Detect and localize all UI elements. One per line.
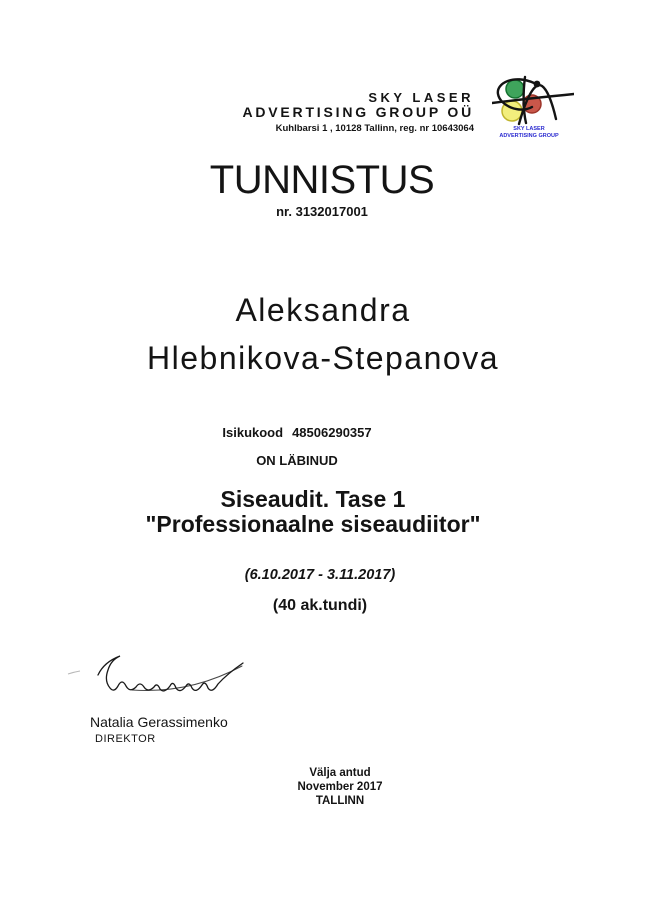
personal-id-line: [0, 425, 623, 440]
recipient-first-name: Aleksandra: [235, 292, 411, 328]
company-address: Kuhlbarsi 1 , 10128 Tallinn, reg. nr 10643064: [275, 123, 474, 134]
certificate-title: TUNNISTUS: [209, 158, 435, 202]
issue-date: November 2017: [297, 781, 383, 793]
company-name-line1: SKY LASER: [368, 90, 474, 105]
logo-caption-line2: ADVERTISING GROUP: [499, 133, 559, 139]
company-header: [0, 91, 474, 135]
course-title-line2: "Professionaalne siseaudiitor": [145, 510, 481, 537]
issue-block: [14, 766, 652, 808]
company-logo-icon: [492, 72, 574, 142]
signatory-role: DIREKTOR: [95, 733, 156, 745]
completion-statement: ON LÄBINUD: [256, 453, 338, 468]
company-name-line2: ADVERTISING GROUP OÜ: [242, 104, 474, 120]
issue-label: Välja antud: [309, 767, 371, 779]
recipient-last-name: Hlebnikova-Stepanova: [147, 340, 499, 376]
logo-caption-line1: SKY LASER: [513, 126, 545, 132]
certificate-number: nr. 3132017001: [276, 204, 368, 219]
personal-id-value: 48506290357: [292, 425, 372, 440]
course-title: [0, 487, 639, 536]
issue-place: TALLINN: [315, 795, 365, 807]
signature-stroke: [98, 656, 243, 691]
signatory-name: Natalia Gerassimenko: [90, 714, 228, 730]
course-duration: (40 ak.tundi): [272, 597, 368, 614]
course-date-range: (6.10.2017 - 3.11.2017): [244, 567, 396, 583]
personal-id-label: Isikukood: [222, 425, 284, 440]
logo-green-circle: [506, 80, 524, 98]
signature-handwriting: [60, 648, 260, 708]
course-title-line1: Siseaudit. Tase 1: [220, 486, 406, 512]
